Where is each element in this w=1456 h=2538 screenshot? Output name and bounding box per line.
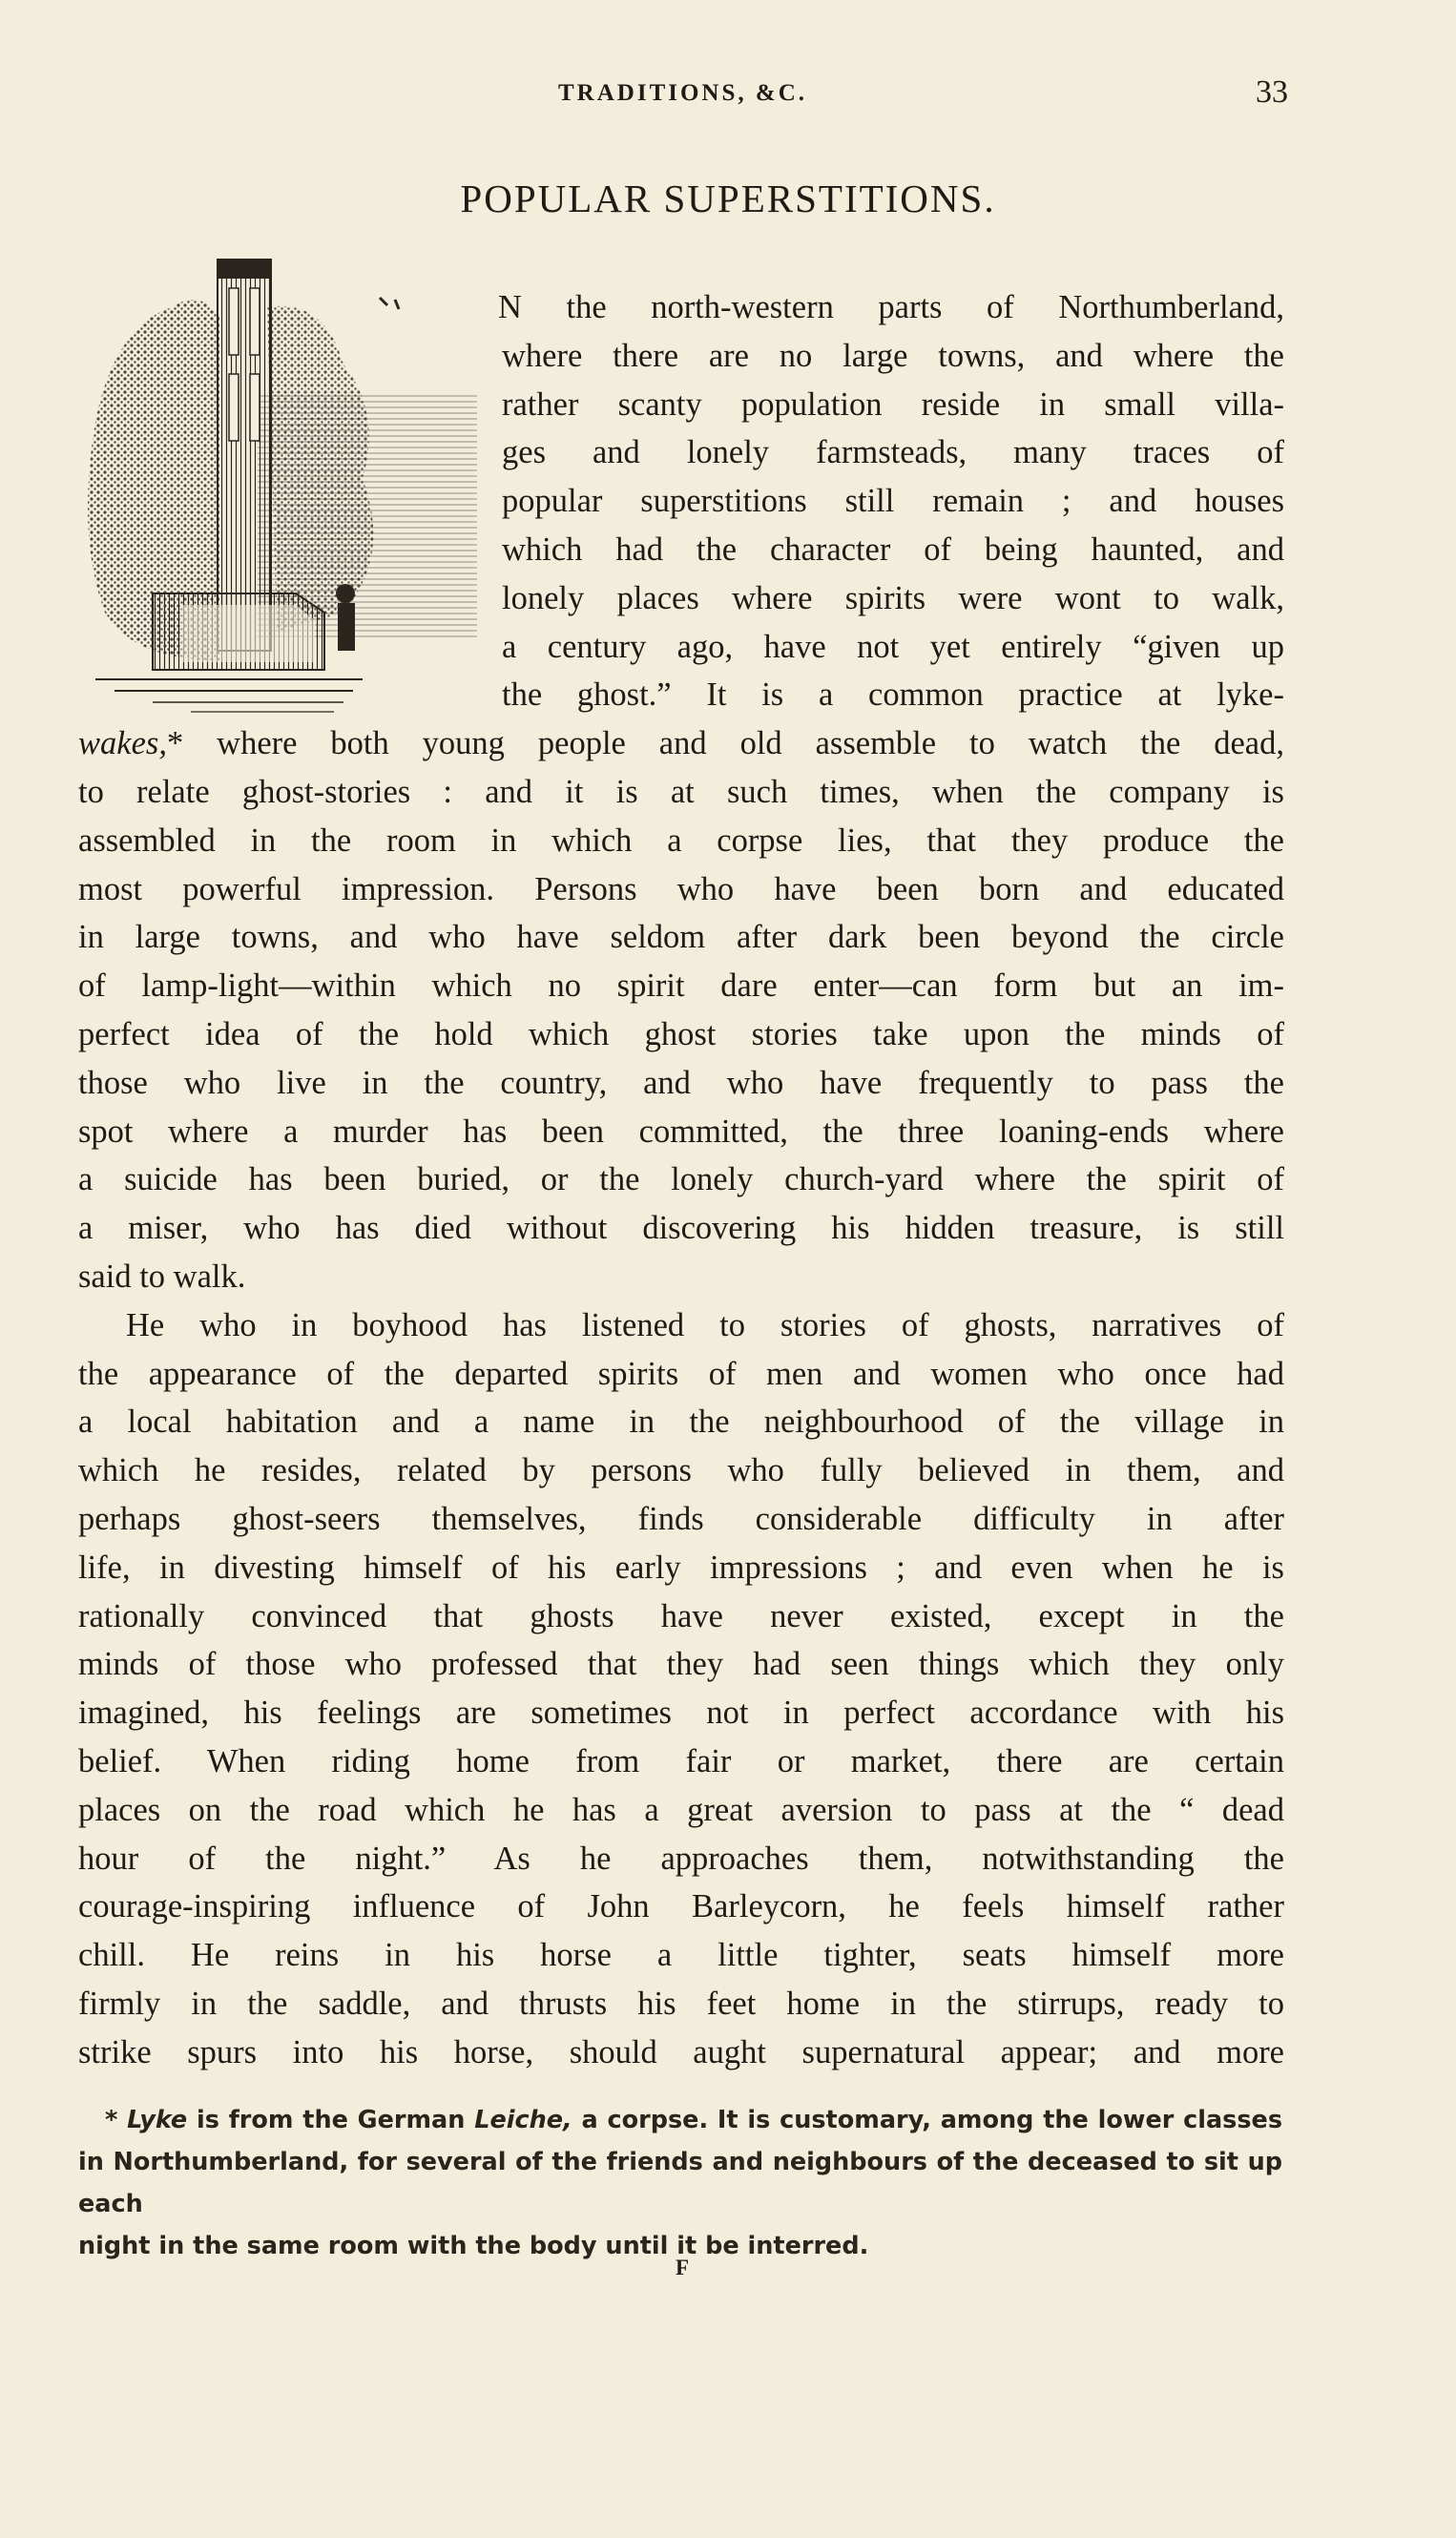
body-line: strike spurs into his horse, should aught supernatural appear; and more	[78, 2033, 1284, 2070]
body-line: N the north-western parts of Northumberland,	[498, 289, 1284, 325]
body-line: places on the road which he has a great aversion to pass at the “ dead	[78, 1791, 1284, 1828]
body-line: popular superstitions still remain ; and houses	[502, 483, 1284, 520]
body-line: the appearance of the departed spirits of men and women who once had	[78, 1355, 1284, 1392]
body-line: to relate ghost-stories : and it is at such times, when the company is	[78, 773, 1284, 810]
body-line: ges and lonely farmsteads, many traces of	[502, 434, 1284, 471]
running-head	[0, 74, 1456, 113]
body-line: a suicide has been buried, or the lonely church-yard where the spirit of	[78, 1161, 1284, 1198]
page-number: 33	[1256, 74, 1288, 110]
body-text	[78, 283, 1284, 2076]
body-line: where there are no large towns, and where the	[502, 337, 1284, 374]
footnote-text: a corpse. It is customary, among the lower classes	[572, 2106, 1283, 2134]
body-line: a local habitation and a name in the neighbourhood of the village in	[78, 1404, 1284, 1441]
body-line: spot where a murder has been committed, the three loaning-ends where	[78, 1113, 1284, 1150]
body-line: of lamp-light—within which no spirit dare enter—can form but an im-	[78, 967, 1284, 1005]
body-line: which he resides, related by persons who fully believed in them, and	[78, 1452, 1284, 1489]
body-line: a century ago, have not yet entirely “given up	[502, 628, 1284, 665]
body-line: life, in divesting himself of his early impressions ; and even when he is	[78, 1549, 1284, 1586]
body-line: those who live in the country, and who have frequently to pass the	[78, 1064, 1284, 1101]
body-line: lonely places where spirits were wont to walk,	[502, 579, 1284, 616]
footnote	[78, 2099, 1282, 2267]
footnote-line: night in the same room with the body until it be interred.	[78, 2232, 869, 2260]
body-line: the ghost.” It is a common practice at lyke-	[502, 676, 1284, 714]
body-line: assembled in the room in which a corpse lies, that they produce the	[78, 822, 1284, 859]
body-line: which had the character of being haunted, and	[502, 530, 1284, 568]
body-line-rest: * where both young people and old assemble to watch the dead,	[166, 725, 1284, 762]
body-line: chill. He reins in his horse a little tighter, seats himself more	[78, 1937, 1284, 1974]
body-line: imagined, his feelings are sometimes not in perfect accordance with his	[78, 1695, 1284, 1732]
body-line: firmly in the saddle, and thrusts his feet home in the stirrups, ready to	[78, 1985, 1284, 2022]
body-line: said to walk.	[78, 1258, 246, 1295]
signature-mark: F	[675, 2256, 690, 2279]
footnote-line	[78, 2099, 1282, 2141]
body-line: belief. When riding home from fair or market, there are certain	[78, 1742, 1284, 1779]
body-line: a miser, who has died without discovering his hidden treasure, is still	[78, 1210, 1284, 1247]
body-line: rationally convinced that ghosts have never existed, except in the	[78, 1597, 1284, 1634]
body-line: perfect idea of the hold which ghost stories take upon the minds of	[78, 1015, 1284, 1052]
footnote-text: is from the German	[187, 2106, 475, 2134]
body-line: in large towns, and who have seldom after dark been beyond the circle	[78, 919, 1284, 956]
body-line: courage-inspiring influence of John Barleycorn, he feels himself rather	[78, 1888, 1284, 1925]
body-line: perhaps ghost-seers themselves, finds considerable difficulty in after	[78, 1500, 1284, 1537]
chapter-title: POPULAR SUPERSTITIONS.	[460, 177, 996, 220]
body-line	[78, 719, 1284, 768]
body-line: minds of those who professed that they had seen things which they only	[78, 1646, 1284, 1683]
body-line: He who in boyhood has listened to stories of ghosts, narratives of	[126, 1306, 1284, 1343]
running-head-title: TRADITIONS, &C.	[558, 80, 808, 106]
body-line: most powerful impression. Persons who have been born and educated	[78, 870, 1284, 907]
body-line: hour of the night.” As he approaches them, notwithstanding the	[78, 1840, 1284, 1877]
body-line: rather scanty population reside in small villa-	[502, 385, 1284, 423]
italic-term: wakes,	[78, 725, 167, 762]
footnote-term-leiche: Leiche,	[474, 2106, 572, 2134]
footnote-line: in Northumberland, for several of the friends and neighbours of the deceased to sit up each	[78, 2148, 1282, 2218]
footnote-term-lyke: Lyke	[127, 2106, 188, 2134]
footnote-marker: *	[105, 2106, 118, 2134]
